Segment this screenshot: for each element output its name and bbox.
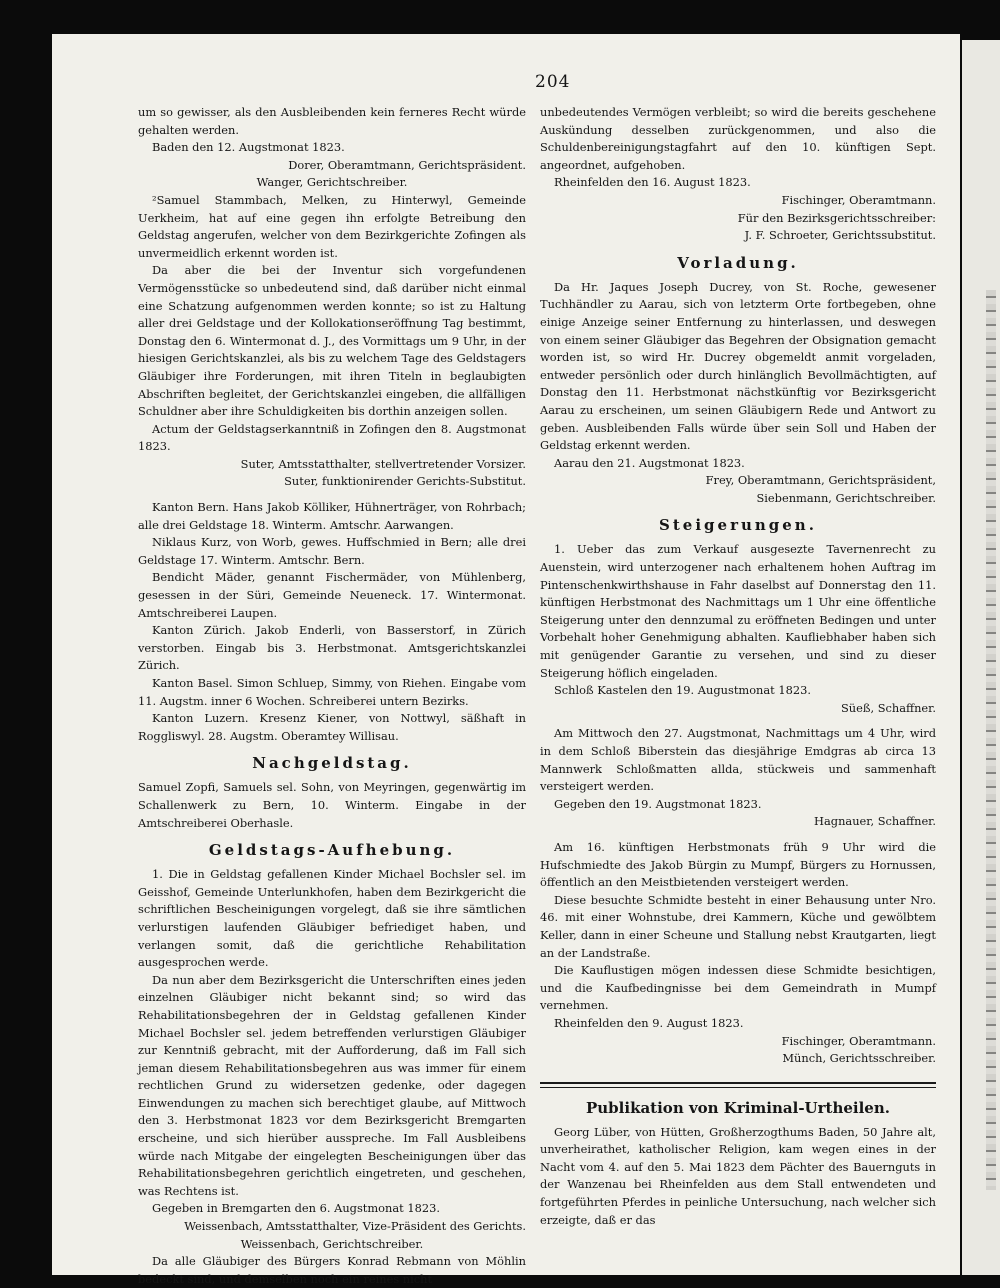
signature-line: Für den Bezirksgerichtsschreiber: bbox=[737, 210, 936, 225]
text-paragraph: 1. Die in Geldstag gefallenen Kinder Michael Bochsler sel. im Geisshof, Gemeinde Unterlunkhofen, haben dem Bezirkgericht die schriftlichen Bescheinigungen vorgelegt, daß sie ihre sämtlichen verlurstigen laufenden Gläubiger befriediget haben, und verlangen somit, daß die gerichtliche Rehabilitation ausgesprochen werde. bbox=[138, 867, 526, 970]
text-paragraph: unbedeutendes Vermögen verbleibt; so wird die bereits geschehene Auskündung desselben zurückgenommen, und also die Schuldenbereinigungstagfahrt auf den 10. künftigen Sept. angeordnet, aufgehoben. bbox=[540, 105, 936, 172]
signature-line: Fischinger, Oberamtmann. bbox=[781, 192, 936, 207]
steigerungen-heading: Steigerungen. bbox=[659, 516, 817, 535]
text-paragraph: Da nun aber dem Bezirksgericht die Unterschriften eines jeden einzelnen Gläubiger nicht bekannt sind; so wird das Rehabilitationsbegehren der in Geldstag gefallenen Kinder Michael Bochsler sel. jedem betreffenden verlurstigen Gläubiger zur Kenntniß gebracht, mit der Aufforderung, daß im Fall sich jeman diesem Rehabilitationsbegehren aus was immer für einem rechtlichen Grund zu widersetzen gedenke, oder dagegen Einwendungen zu machen sich berechtiget glaube, auf Mittwoch den 3. Herbstmonat 1823 vor dem Bezirksgericht Bremgarten erscheine, und sich hierüber ausspreche. Im Fall Ausbleibens würde nach Mitgabe der eingelegten Bescheinigungen über das Rehabilitationsbegehren gerichtlich eingetreten, und geschehen, was Rechtens ist. bbox=[138, 972, 526, 1198]
aufhebung-body bbox=[138, 866, 526, 1288]
aufhebung-heading: Geldstags-Aufhebung. bbox=[208, 841, 456, 860]
signature-line: J. F. Schroeter, Gerichtssubstitut. bbox=[744, 228, 936, 243]
text-paragraph: Kanton Bern. Hans Jakob Kölliker, Hühnerträger, von Rohrbach; alle drei Geldstage 18. Winterm. Amtschr. Aarwangen. bbox=[138, 500, 526, 532]
text-paragraph: Am Mittwoch den 27. Augstmonat, Nachmittags um 4 Uhr, wird in dem Schloß Biberstein das diesjährige Emdgras ab circa 13 Mannwerk Schloßmatten allda, stückweis und sammenhaft versteigert werden. bbox=[540, 726, 936, 794]
left-column bbox=[138, 104, 526, 1288]
text-paragraph: Niklaus Kurz, von Worb, gewes. Huffschmied in Bern; alle drei Geldstage 17. Winterm. Amtschr. Bern. bbox=[138, 535, 526, 567]
signature-line: Hagnauer, Schaffner. bbox=[814, 814, 936, 829]
text-paragraph: Gegeben in Bremgarten den 6. Augstmonat 1823. bbox=[152, 1201, 440, 1216]
signature-line: Siebenmann, Gerichtschreiber. bbox=[756, 490, 936, 505]
text-paragraph: ²Samuel Stammbach, Melken, zu Hinterwyl, Gemeinde Uerkheim, hat auf eine gegen ihn erfolgte Betreibung den Geldstag angerufen, welcher von dem Bezirkgerichte Zofingen als unvermeidlich erkennt worden ist. bbox=[138, 192, 526, 260]
next-page-edge bbox=[962, 40, 1000, 1275]
text-paragraph: um so gewisser, als den Ausbleibenden kein ferneres Recht würde gehalten werden. bbox=[138, 105, 526, 137]
signature-line: Fischinger, Oberamtmann. bbox=[781, 1033, 936, 1048]
section-rule bbox=[540, 1082, 936, 1088]
signature-line: Münch, Gerichtsschreiber. bbox=[782, 1051, 936, 1066]
signature-line: Süeß, Schaffner. bbox=[840, 700, 936, 715]
text-paragraph: Die Kauflustigen mögen indessen diese Schmidte besichtigen, und die Kaufbedingnisse bei dem Gemeindrath in Mumpf vernehmen. bbox=[540, 963, 936, 1013]
text-paragraph: Aarau den 21. Augstmonat 1823. bbox=[554, 455, 745, 470]
text-paragraph: Da alle Gläubiger des Bürgers Konrad Rebmann von Möhlin bedeckt sind, und demselben noch ein reines nicht bbox=[138, 1254, 526, 1286]
text-paragraph: Kanton Luzern. Kresenz Kiener, von Nottwyl, säßhaft in Roggliswyl. 28. Augstm. Oberamtey Willisau. bbox=[138, 711, 526, 743]
text-paragraph: Schloß Kastelen den 19. Augustmonat 1823. bbox=[554, 683, 811, 698]
text-paragraph: Da Hr. Jaques Joseph Ducrey, von St. Roche, gewesener Tuchhändler zu Aarau, sich von letzterm Orte fortbegeben, ohne einige Anzeige seiner Entfernung zu hinterlassen, und deswegen von einem seiner Gläubiger das Begehren der Obsignation gemacht worden ist, so wird Hr. Ducrey obgemeldt anmit vorgeladen, entweder persönlich oder durch hinlänglich Bevollmächtigten, auf Donstag den 11. Herbstmonat nächstkünftig vor Bezirksgericht Aarau zu erscheinen, um seinen Gläubigern Rede und Antwort zu geben. Ausbleibenden Falls würde über sein Soll und Haben der Geldstag erkennt werden. bbox=[540, 279, 936, 453]
text-paragraph: Diese besuchte Schmidte besteht in einer Behausung unter Nro. 46. mit einer Wohnstube, drei Kammern, Küche und gewölbtem Keller, dann in einer Scheune und Stallung nebst Krautgarten, liegt an der Landstraße. bbox=[540, 892, 936, 960]
text-paragraph: Bendicht Mäder, genannt Fischermäder, von Mühlenberg, gesessen in der Süri, Gemeinde Neueneck. 17. Wintermonat. Amtschreiberei Laupen. bbox=[138, 570, 526, 620]
steigerungen-body bbox=[540, 541, 936, 1067]
text-paragraph: Kanton Basel. Simon Schluep, Simmy, von Riehen. Eingabe vom 11. Augstm. inner 6 Wochen. Schreiberei untern Bezirks. bbox=[138, 676, 526, 708]
text-paragraph: Am 16. künftigen Herbstmonats früh 9 Uhr wird die Hufschmiedte des Jakob Bürgin zu Mumpf, Bürgers zu Hornussen, öffentlich an den Meistbietenden versteigert werden. bbox=[540, 839, 936, 890]
right-column-top bbox=[540, 104, 936, 245]
signature-line: Wanger, Gerichtschreiber. bbox=[256, 175, 408, 190]
spacer bbox=[540, 717, 936, 725]
text-paragraph: Actum der Geldstagserkanntniß in Zofingen den 8. Augstmonat 1823. bbox=[138, 421, 526, 454]
text-paragraph: Rheinfelden den 16. August 1823. bbox=[554, 175, 751, 190]
signature-line: Suter, Amtsstatthalter, stellvertretender Vorsizer. bbox=[240, 456, 526, 471]
text-paragraph: Rheinfelden den 9. August 1823. bbox=[554, 1015, 744, 1030]
spacer bbox=[138, 491, 526, 499]
signature-line: Weissenbach, Amtsstatthalter, Vize-Präsident des Gerichts. bbox=[184, 1219, 526, 1234]
signature-line: Suter, funktionirender Gerichts-Substitut. bbox=[284, 474, 526, 489]
vorladung-heading: Vorladung. bbox=[677, 253, 799, 272]
publikation-body bbox=[540, 1124, 936, 1230]
text-paragraph: Da aber die bei der Inventur sich vorgefundenen Vermögensstücke so unbedeutend sind, daß darüber nicht einmal eine Schatzung aufgenommen werden konnte; so ist zu Haltung aller drei Geldstage und der Kollokationseröffnung Tag bestimmt, Donstag den 6. Wintermonat d. J., des Vormittags um 9 Uhr, in der hiesigen Gerichtskanzlei, als bis zu welchem Tage des Geldstagers Gläubiger ihre Forderungen, mit ihren Titeln in beglaubigten Abschriften begleitet, der Gerichtskanzlei eingeben, die allfälligen Schuldner aber ihre Schuldigkeiten bis dorthin anzeigen sollen. bbox=[138, 263, 526, 419]
vorladung-body bbox=[540, 279, 936, 508]
signature-line: Weissenbach, Gerichtschreiber. bbox=[240, 1236, 424, 1251]
binding-spine bbox=[986, 290, 996, 1190]
signature-line: Dorer, Oberamtmann, Gerichtspräsident. bbox=[288, 157, 526, 172]
text-paragraph: Gegeben den 19. Augstmonat 1823. bbox=[554, 796, 762, 811]
text-paragraph: Kanton Zürich. Jakob Enderli, von Basserstorf, in Zürich verstorben. Eingab bis 3. Herbstmonat. Amtsgerichtskanzlei Zürich. bbox=[138, 623, 526, 673]
signature-line: Frey, Oberamtmann, Gerichtspräsident, bbox=[705, 473, 936, 488]
page-number: 204 bbox=[535, 72, 571, 92]
nachgeldstag-heading: Nachgeldstag. bbox=[252, 754, 412, 773]
left-column-notices bbox=[138, 104, 526, 745]
text-paragraph: Baden den 12. Augstmonat 1823. bbox=[152, 140, 345, 155]
text-paragraph: Georg Lüber, von Hütten, Großherzogthums Baden, 50 Jahre alt, unverheirathet, katholischer Religion, kam wegen eines in der Nacht vom 4. auf den 5. Mai 1823 dem Pächter des Bauernguts in der Wanzenau bei Rheinfelden aus dem Stall entwendeten und fortgeführten Pferdes in peinliche Untersuchung, nach welcher sich erzeigte, daß er das bbox=[540, 1124, 936, 1227]
text-paragraph: 1. Ueber das zum Verkauf ausgesezte Tavernenrecht zu Auenstein, wird unterzogener nach erhaltenem hohen Auftrag im Pintenschenkwirthshause in Fahr daselbst auf Donnerstag den 11. künftigen Herbstmonat des Nachmittags um 1 Uhr eine öffentliche Steigerung unter den dennzumal zu eröffneten Bedingen und unter Vorbehalt hoher Genehmigung abhalten. Kaufliebhaber haben sich mit genügender Garantie zu versehen, und sind zu dieser Steigerung höflich eingeladen. bbox=[540, 542, 936, 680]
right-column bbox=[540, 104, 936, 1229]
publikation-heading: Publikation von Kriminal-Urtheilen. bbox=[586, 1098, 890, 1117]
spacer bbox=[540, 831, 936, 839]
nachgeldstag-paragraph: Samuel Zopfi, Samuels sel. Sohn, von Meyringen, gegenwärtig im Schallenwerk zu Bern, 10. Winterm. Eingabe in der Amtschreiberei Oberhasle. bbox=[138, 780, 526, 830]
